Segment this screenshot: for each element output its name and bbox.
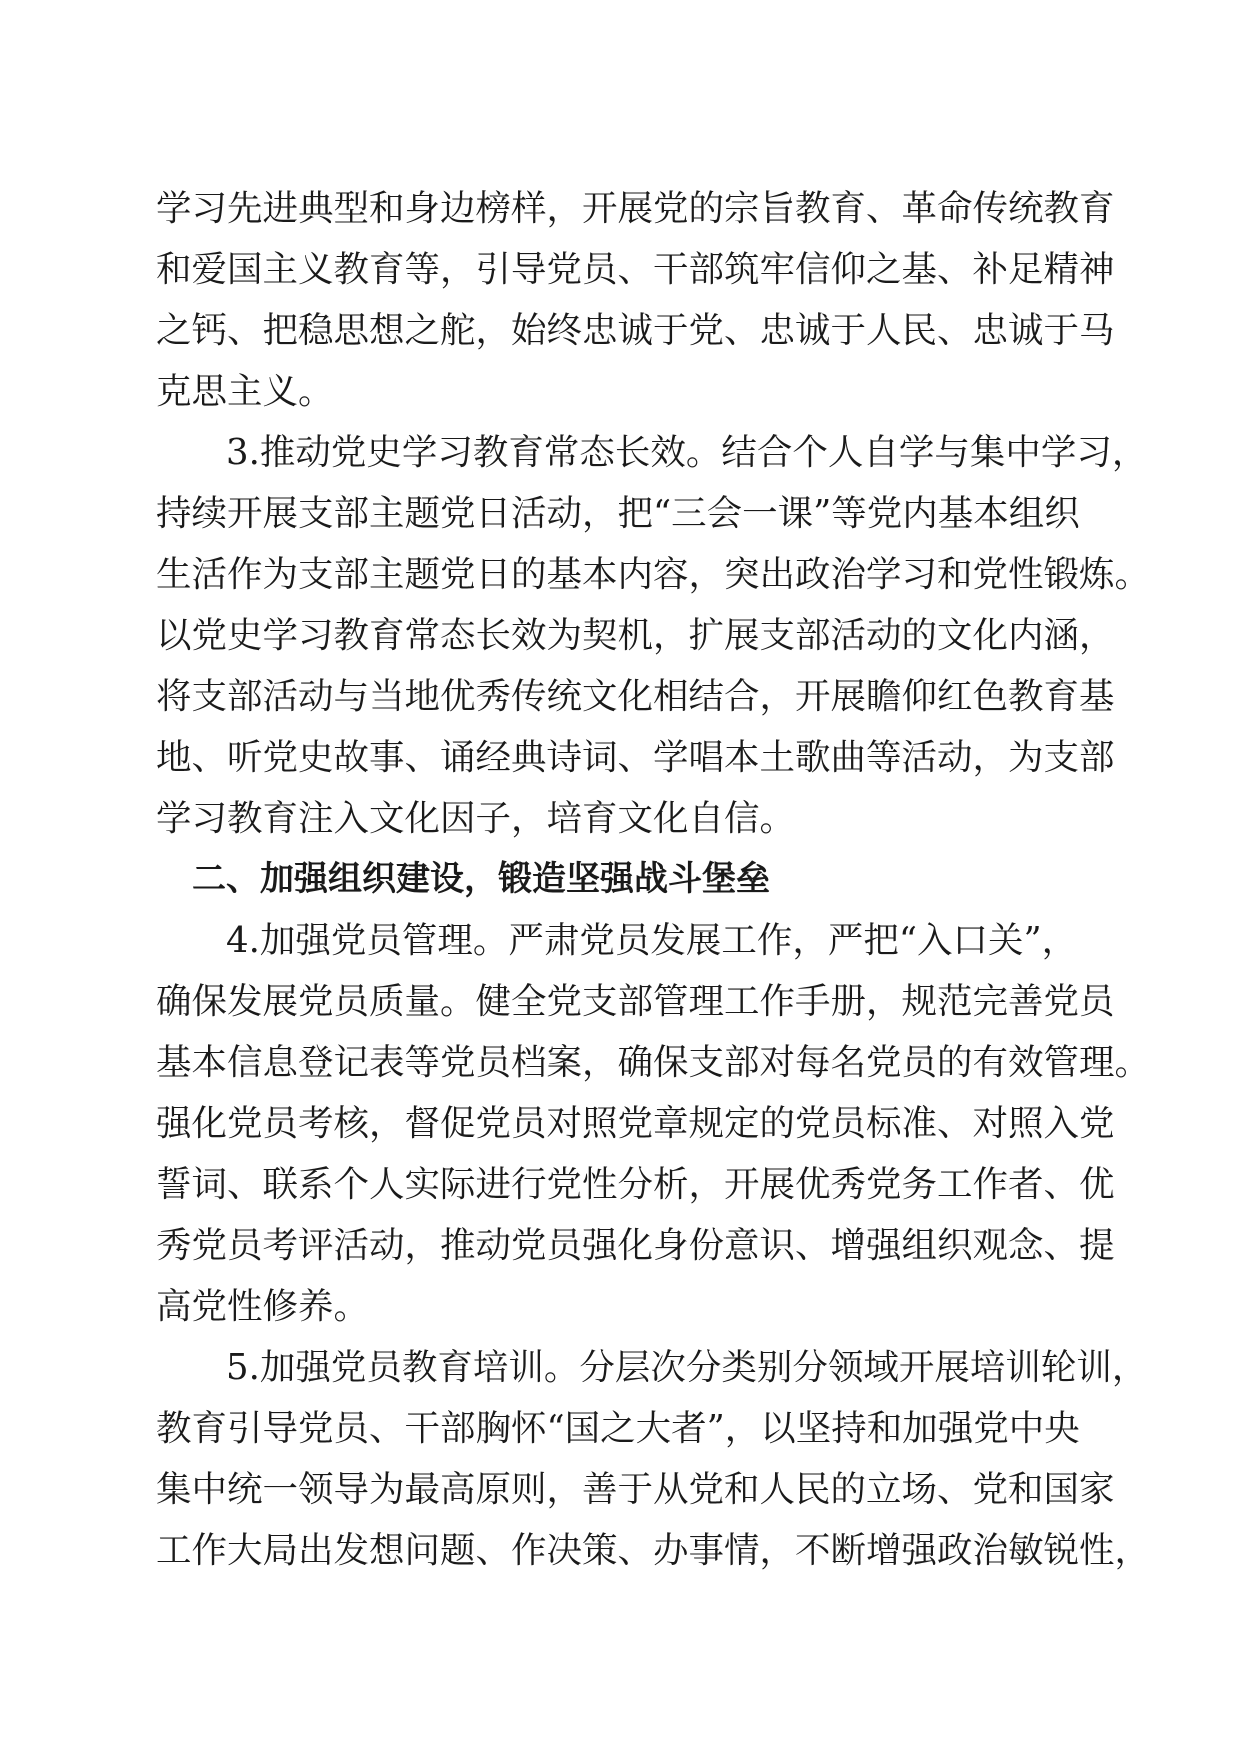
body-line: 高党性修养。	[156, 1286, 370, 1327]
body-line: 秀党员考评活动，推动党员强化身份意识、增强组织观念、提	[156, 1225, 1115, 1266]
body-line: 和爱国主义教育等，引导党员、干部筑牢信仰之基、补足精神	[156, 249, 1115, 290]
body-line: 持续开展支部主题党日活动，把“三会一课”等党内基本组织	[156, 493, 1080, 534]
body-line: 确保发展党员质量。健全党支部管理工作手册，规范完善党员	[156, 981, 1115, 1022]
body-line: 以党史学习教育常态长效为契机，扩展支部活动的文化内涵，	[156, 615, 1115, 656]
body-line: 学习先进典型和身边榜样，开展党的宗旨教育、革命传统教育	[156, 188, 1115, 229]
body-line: 生活作为支部主题党日的基本内容，突出政治学习和党性锻炼。	[156, 554, 1151, 595]
body-line: 将支部活动与当地优秀传统文化相结合，开展瞻仰红色教育基	[156, 676, 1115, 717]
body-line: 教育引导党员、干部胸怀“国之大者”，以坚持和加强党中央	[156, 1408, 1080, 1449]
body-line: 学习教育注入文化因子，培育文化自信。	[156, 798, 796, 839]
body-line: 地、听党史故事、诵经典诗词、学唱本土歌曲等活动，为支部	[156, 737, 1115, 778]
body-line: 强化党员考核，督促党员对照党章规定的党员标准、对照入党	[156, 1103, 1115, 1144]
body-line: 之钙、把稳思想之舵，始终忠诚于党、忠诚于人民、忠诚于马	[156, 310, 1115, 351]
paragraph-start-line: 5.加强党员教育培训。分层次分类别分领域开展培训轮训，	[226, 1347, 1148, 1388]
body-line: 基本信息登记表等党员档案，确保支部对每名党员的有效管理。	[156, 1042, 1151, 1083]
paragraph-start-line: 3.推动党史学习教育常态长效。结合个人自学与集中学习，	[226, 432, 1148, 473]
document-body	[156, 178, 1151, 1581]
section-heading: 二、加强组织建设，锻造坚强战斗堡垒	[192, 859, 770, 899]
body-line: 工作大局出发想问题、作决策、办事情，不断增强政治敏锐性，	[156, 1530, 1151, 1571]
body-line: 克思主义。	[156, 371, 334, 412]
paragraph-start-line: 4.加强党员管理。严肃党员发展工作，严把“入口关”，	[226, 920, 1078, 961]
body-line: 集中统一领导为最高原则，善于从党和人民的立场、党和国家	[156, 1469, 1115, 1510]
body-line: 誓词、联系个人实际进行党性分析，开展优秀党务工作者、优	[156, 1164, 1115, 1205]
